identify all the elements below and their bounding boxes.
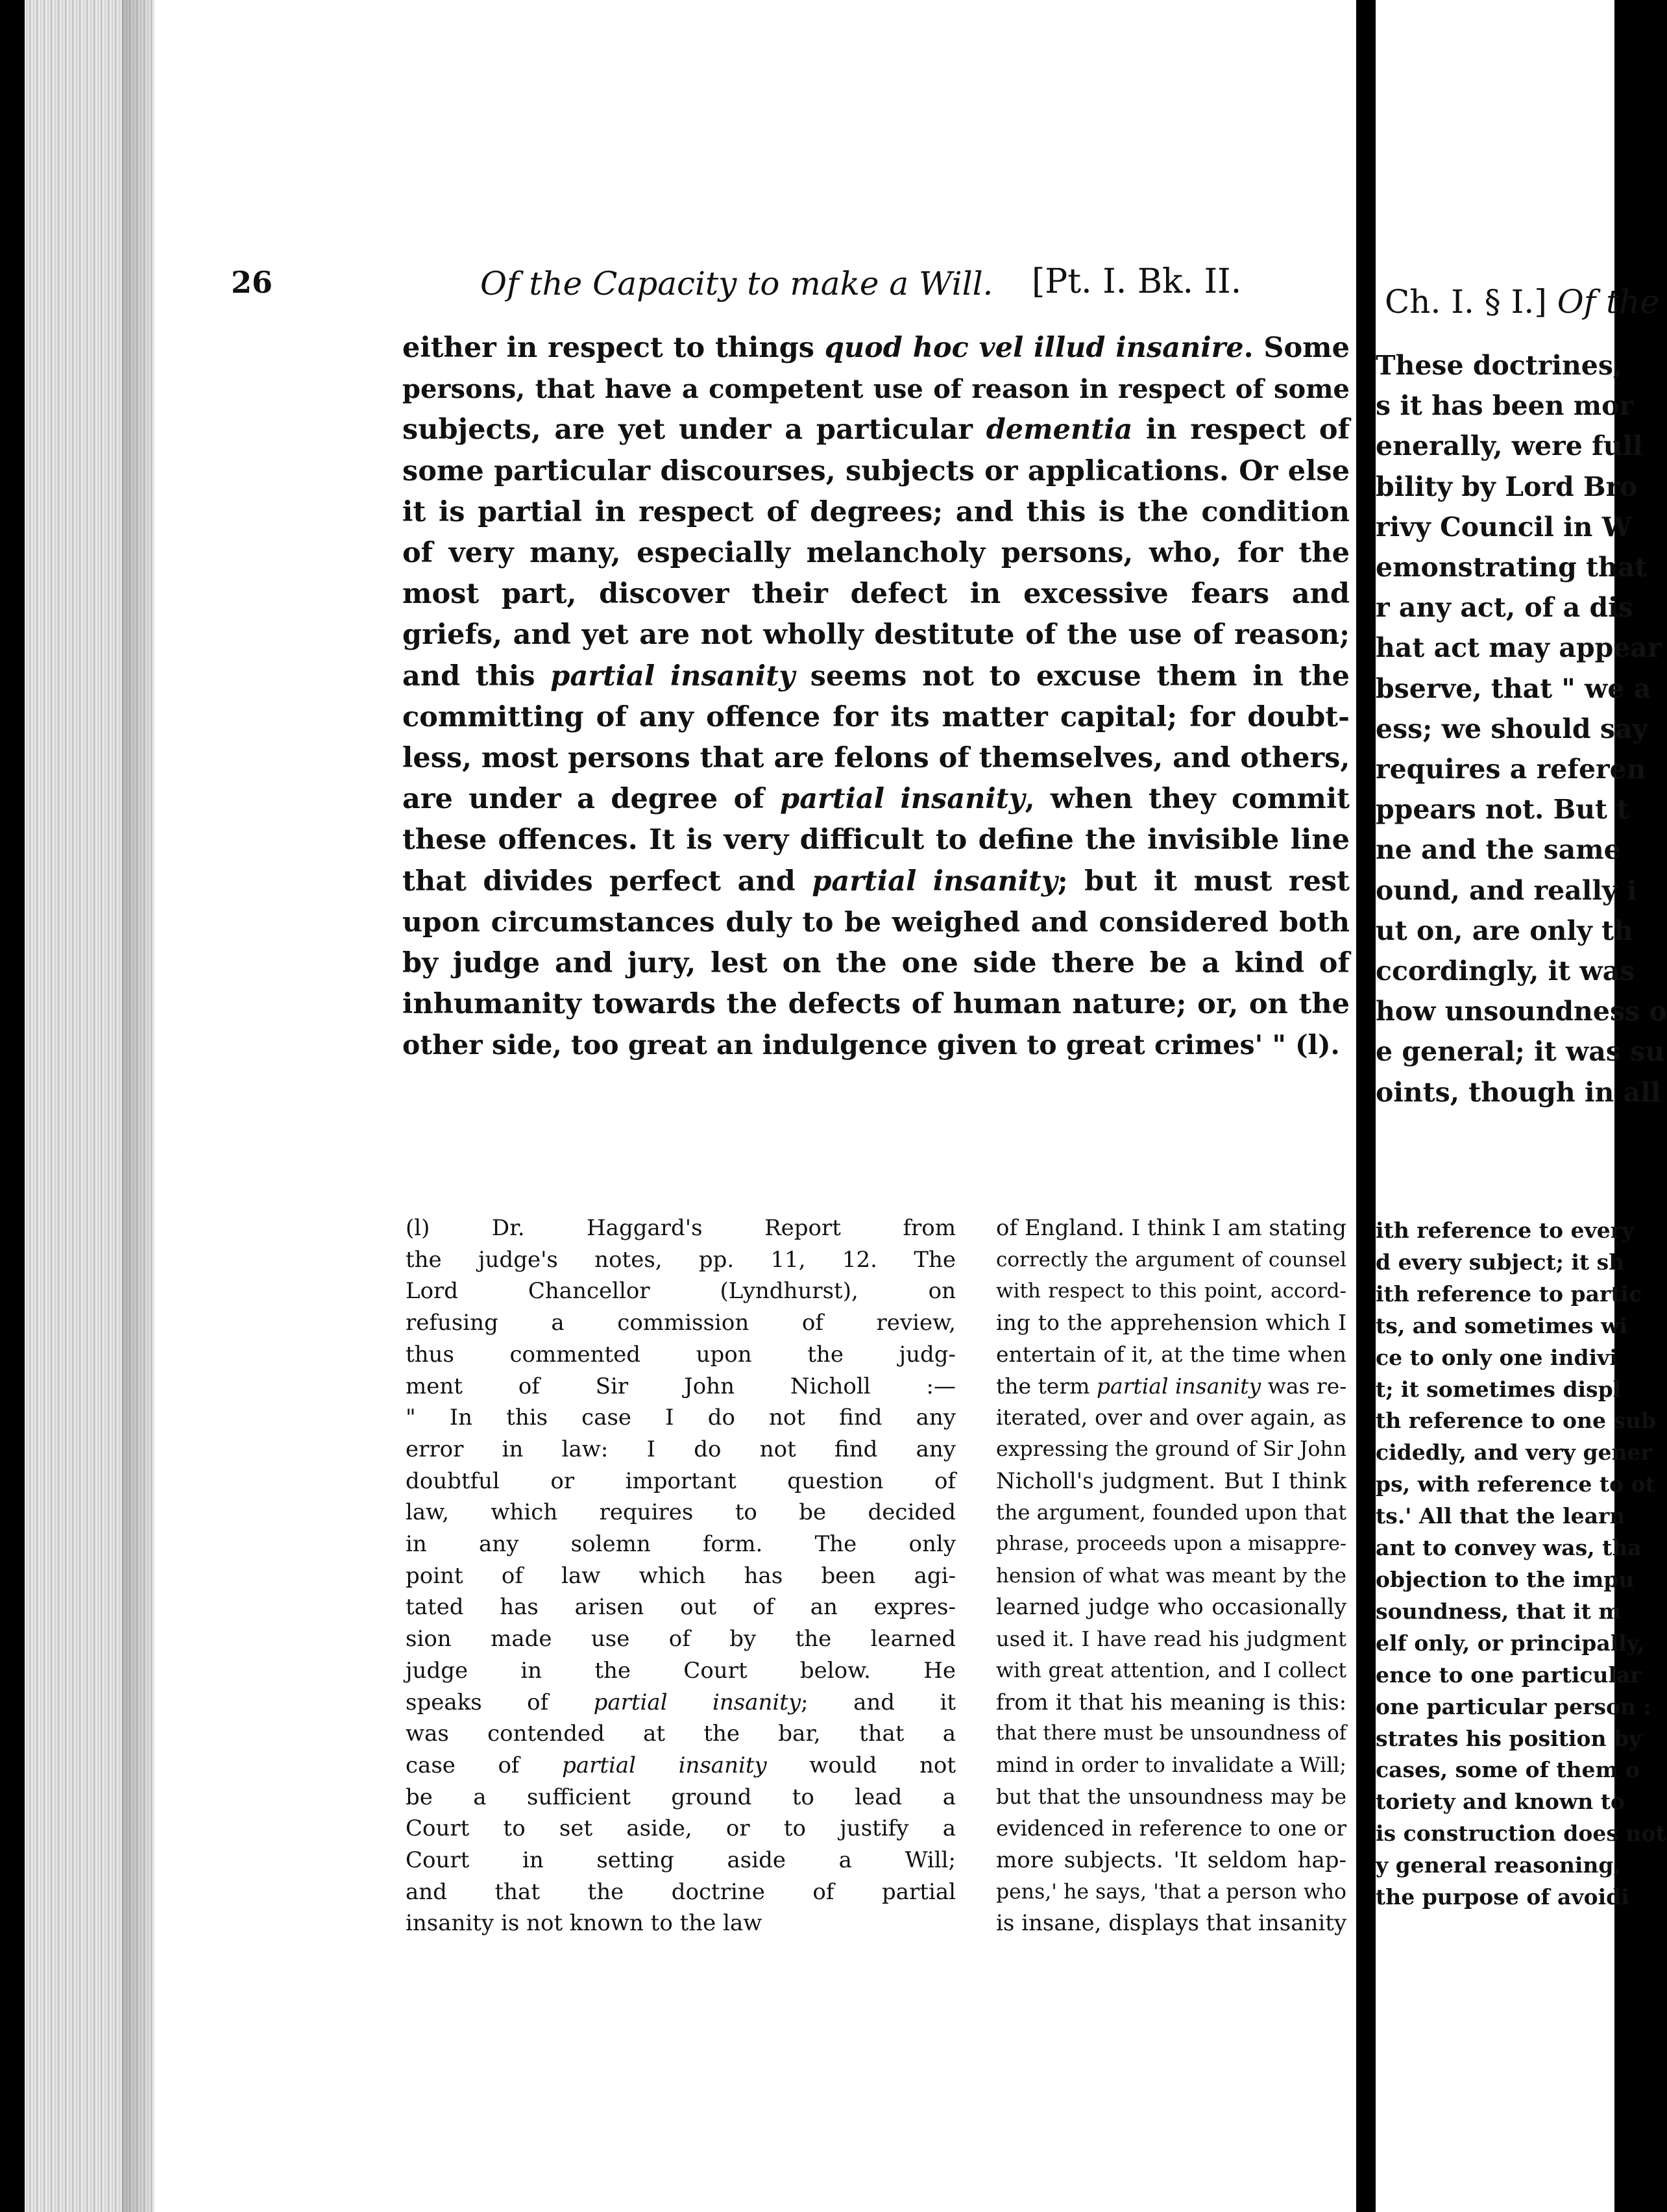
right-page-body-line: ppears not. But t	[1376, 794, 1629, 826]
right-page-body-line: ne and the same	[1376, 834, 1621, 866]
right-page-note-line: t; it sometimes displ	[1376, 1376, 1622, 1402]
footnote-line: and that the doctrine of partial	[406, 1878, 956, 1905]
footnote-line: case of partial insanity would not	[406, 1752, 956, 1778]
footnote-line: entertain of it, at the time when	[996, 1341, 1346, 1367]
right-page-body-line: requires a referen	[1376, 754, 1646, 785]
footnote-line: tated has arisen out of an expres-	[406, 1594, 956, 1621]
footnote-line: with respect to this point, accord-	[996, 1279, 1346, 1303]
footnote-line: the argument, founded upon that	[996, 1500, 1347, 1525]
footnote-line: learned judge who occasionally	[996, 1594, 1346, 1620]
right-page-body-line: how unsoundness o	[1376, 996, 1667, 1027]
footnote-line: ing to the apprehension which I	[996, 1310, 1346, 1336]
right-page-title: Of the	[1557, 283, 1660, 321]
book-page-edges	[25, 0, 154, 2212]
footnote-line: Nicholl's judgment. But I think	[996, 1468, 1346, 1494]
footnote-line: used it. I have read his judgment	[996, 1627, 1346, 1652]
footnote-line: Court in setting aside a Will;	[406, 1847, 956, 1874]
right-page-body	[1376, 345, 1667, 1112]
footnote-line: ment of Sir John Nicholl :—	[406, 1373, 956, 1399]
footnote-line: be a sufficient ground to lead a	[406, 1784, 956, 1810]
footnote-line: sion made use of by the learned	[406, 1626, 956, 1653]
footnote-line: speaks of partial insanity; and it	[406, 1689, 956, 1715]
footnote-line: evidenced in reference to one or	[996, 1816, 1346, 1841]
footnote-line: insanity is not known to the law	[406, 1910, 762, 1937]
footnote-line: from it that his meaning is this:	[996, 1689, 1346, 1715]
right-page-note-line: ts, and sometimes wi	[1376, 1312, 1627, 1338]
right-page-note-line: ith reference to every	[1376, 1218, 1635, 1243]
right-page-note-line: cidedly, and very gener	[1376, 1440, 1652, 1466]
footnote-line: Lord Chancellor (Lyndhurst), on	[406, 1278, 956, 1305]
body-line: and this partial insanity seems not to excuse them in the	[402, 659, 1350, 693]
body-line: it is partial in respect of degrees; and this is the condition	[402, 495, 1350, 528]
running-title: Of the Capacity to make a Will.	[480, 265, 993, 302]
right-page-note-line: ps, with reference to ot	[1376, 1471, 1655, 1497]
right-page-note-line: ce to only one indivi	[1376, 1344, 1618, 1370]
right-page-note-line: toriety and known to	[1376, 1789, 1625, 1815]
right-page-body-line: hat act may appear	[1376, 632, 1662, 664]
right-page-note-line: is construction does not	[1376, 1821, 1666, 1847]
body-line: persons, that have a competent use of reason in respect of some	[402, 374, 1350, 405]
right-page-note-line: d every subject; it sh	[1376, 1249, 1625, 1275]
right-page-body-line: s it has been mor	[1376, 390, 1634, 422]
right-page-note-line: strates his position by	[1376, 1725, 1642, 1751]
right-page-note-line: one particular person :	[1376, 1693, 1651, 1719]
body-text	[402, 328, 1350, 1066]
body-line: griefs, and yet are not wholly destitute of the use of reason;	[402, 619, 1350, 652]
footnote-line: the judge's notes, pp. 11, 12. The	[406, 1246, 956, 1273]
right-page-body-line: ound, and really i	[1376, 874, 1637, 906]
part-reference: [Pt. I. Bk. II.	[1032, 262, 1242, 301]
page-gutter	[1356, 0, 1376, 2212]
footnote-line: point of law which has been agi-	[406, 1562, 956, 1589]
footnote-line: with great attention, and I collect	[996, 1658, 1346, 1682]
right-page-partial	[1376, 0, 1667, 2212]
right-page-body-line: r any act, of a dis	[1376, 592, 1633, 624]
scan-left-border	[0, 0, 25, 2212]
right-page-note-line: cases, some of them o	[1376, 1757, 1640, 1783]
footnote-line: thus commented upon the judg-	[406, 1341, 956, 1368]
footnote-line: phrase, proceeds upon a misappre-	[996, 1532, 1346, 1556]
body-line: by judge and jury, lest on the one side there be a kind of	[402, 947, 1350, 980]
footnote-column-right	[996, 1212, 1346, 1939]
body-line: some particular discourses, subjects or applications. Or else	[402, 454, 1350, 487]
footnote-line: refusing a commission of review,	[406, 1310, 956, 1336]
body-line: most part, discover their defect in excessive fears and	[402, 578, 1350, 611]
footnote-line: was contended at the bar, that a	[406, 1721, 956, 1747]
right-page-notes	[1376, 1215, 1666, 1913]
footnote-line: in any solemn form. The only	[406, 1531, 956, 1558]
body-line: that divides perfect and partial insanity; but it must rest	[402, 865, 1350, 898]
right-page-body-line: ess; we should say	[1376, 713, 1648, 744]
footnote-line: but that the unsoundness may be	[996, 1785, 1346, 1809]
footnote-line: pens,' he says, 'that a person who	[996, 1880, 1346, 1904]
right-page-note-line: ith reference to partic	[1376, 1281, 1642, 1307]
right-page-body-line: bility by Lord Bro	[1376, 471, 1638, 502]
footnote-line: is insane, displays that insanity	[996, 1910, 1347, 1937]
footnote-line: expressing the ground of Sir John	[996, 1437, 1346, 1461]
body-line: are under a degree of partial insanity, when they commit	[402, 783, 1350, 816]
right-page-body-line: rivy Council in W	[1376, 511, 1632, 543]
right-page-body-line: These doctrines,	[1376, 350, 1623, 381]
right-page-body-line: e general; it was su	[1376, 1036, 1665, 1068]
body-line: upon circumstances duly to be weighed and considered both	[402, 905, 1350, 939]
right-page-body-line: ccordingly, it was	[1376, 955, 1635, 987]
right-page-body-line: emonstrating that	[1376, 552, 1648, 584]
body-line: committing of any offence for its matter capital; for doubt-	[402, 700, 1350, 733]
right-page-note-line: y general reasoning,	[1376, 1852, 1621, 1878]
footnote-line: Court to set aside, or to justify a	[406, 1815, 956, 1842]
footnote-line: error in law: I do not find any	[406, 1436, 956, 1462]
body-line: these offences. It is very difficult to define the invisible line	[402, 824, 1350, 857]
right-page-body-line: ut on, are only th	[1376, 915, 1633, 946]
right-page-note-line: th reference to one sub	[1376, 1408, 1657, 1434]
right-page-chapter-ref: Ch. I. § I.]	[1385, 283, 1547, 321]
footnote-line: judge in the Court below. He	[406, 1657, 956, 1684]
right-page-note-line: ts.' All that the learn	[1376, 1503, 1625, 1529]
footnote-line: doubtful or important question of	[406, 1468, 956, 1494]
footnote-line: law, which requires to be decided	[406, 1499, 956, 1526]
footnote-line: " In this case I do not find any	[406, 1405, 956, 1431]
body-line: other side, too great an indulgence given to great crimes' " (l).	[402, 1029, 1340, 1061]
body-line: either in respect to things quod hoc vel illud insanire. Some	[402, 332, 1350, 364]
right-page-body-line: oints, though in all	[1376, 1076, 1661, 1108]
footnote-line: mind in order to invalidate a Will;	[996, 1753, 1346, 1777]
footnote-line: (l) Dr. Haggard's Report from	[406, 1215, 956, 1241]
footnote-line: iterated, over and over again, as	[996, 1405, 1346, 1431]
footnote-line: hension of what was meant by the	[996, 1564, 1346, 1588]
right-page-header	[1385, 283, 1659, 321]
footnote-column-left	[406, 1212, 956, 1939]
right-page-body-line: bserve, that " we a	[1376, 672, 1651, 704]
right-page-note-line: objection to the impu	[1376, 1566, 1635, 1592]
right-page-note-line: ant to convey was, tha	[1376, 1535, 1642, 1561]
right-page-note-line: the purpose of avoidi	[1376, 1884, 1629, 1910]
right-page-note-line: elf only, or principally,	[1376, 1630, 1645, 1656]
right-page-note-line: soundness, that it m	[1376, 1598, 1622, 1624]
right-page-body-line: enerally, were full	[1376, 430, 1643, 462]
footnote-line: that there must be unsoundness of	[996, 1722, 1346, 1745]
footnote-line: the term partial insanity was re-	[996, 1373, 1347, 1399]
page-number: 26	[231, 265, 273, 300]
body-line: of very many, especially melancholy persons, who, for the	[402, 537, 1350, 570]
footnote-line: more subjects. 'It seldom hap-	[996, 1847, 1346, 1874]
footnote-line: correctly the argument of counsel	[996, 1247, 1346, 1272]
footnote-line: of England. I think I am stating	[996, 1215, 1346, 1241]
right-page-note-line: ence to one particular	[1376, 1662, 1642, 1688]
body-line: less, most persons that are felons of themselves, and others,	[402, 742, 1350, 775]
body-line: subjects, are yet under a particular dementia in respect of	[402, 413, 1350, 447]
body-line: inhumanity towards the defects of human nature; or, on the	[402, 988, 1350, 1021]
